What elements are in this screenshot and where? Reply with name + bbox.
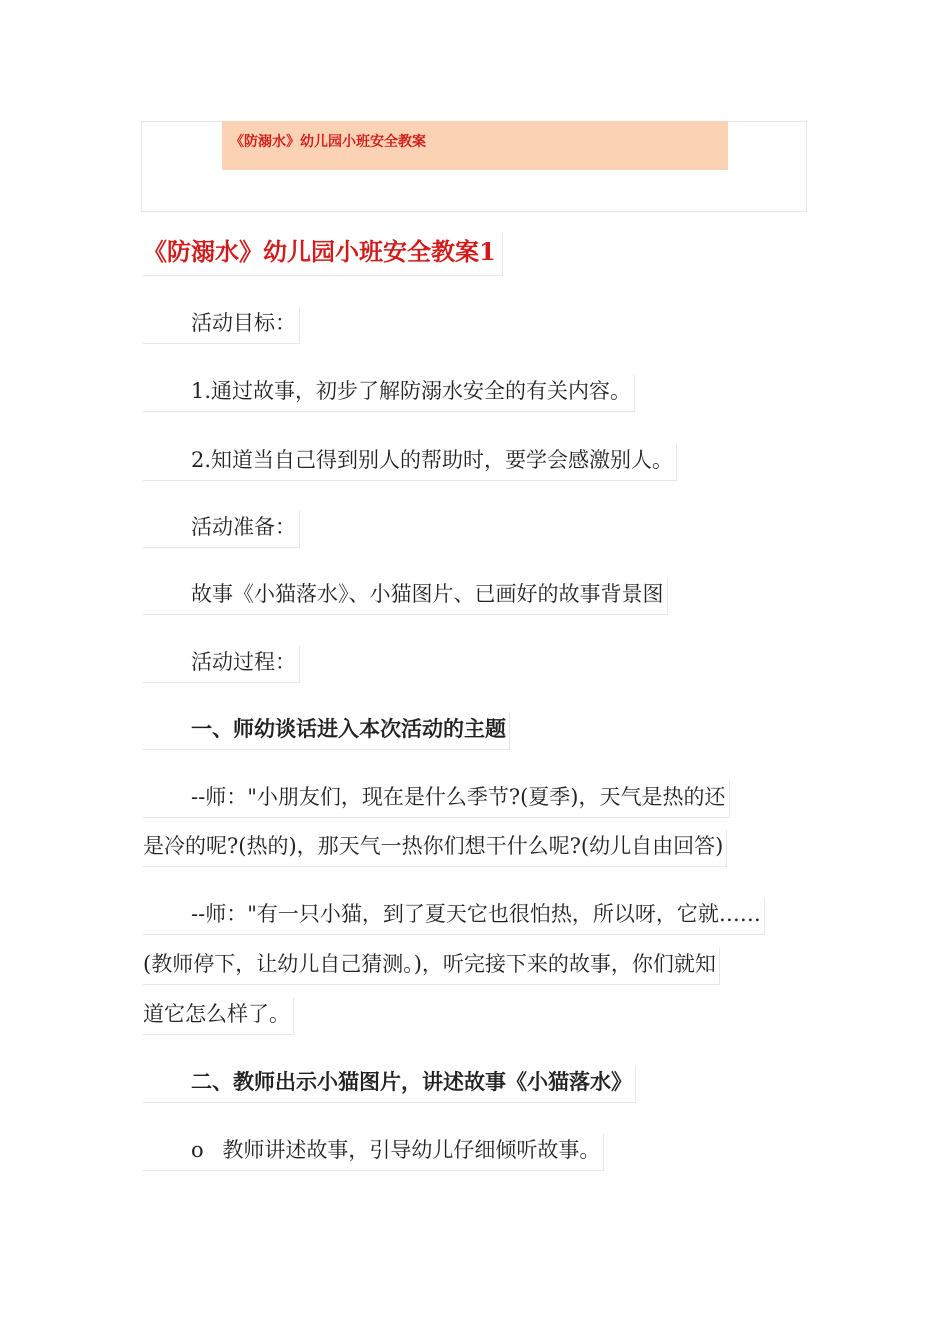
paragraph-1-line-2: 是冷的呢?(热的)，那天气一热你们想干什么呢?(幼儿自由回答) — [143, 830, 727, 867]
header-banner-text: 《防溺水》幼儿园小班安全教案 — [230, 134, 426, 150]
paragraph-2-line-1: --师："有一只小猫，到了夏天它也很怕热，所以呀，它就…… — [143, 898, 765, 935]
prep-heading: 活动准备： — [143, 511, 300, 548]
paragraph-2-line-3: 道它怎么样了。 — [143, 998, 294, 1035]
goal-item-2: 2.知道当自己得到别人的帮助时，要学会感激别人。 — [143, 444, 677, 481]
bullet-marker: o — [191, 1138, 204, 1162]
goal-heading: 活动目标： — [143, 307, 300, 344]
prep-text: 故事《小猫落水》、小猫图片、已画好的故事背景图 — [143, 578, 668, 615]
paragraph-2-line-2: (教师停下，让幼儿自己猜测。)，听完接下来的故事，你们就知 — [143, 948, 720, 985]
section-heading-1: 一、师幼谈话进入本次活动的主题 — [143, 713, 510, 750]
paragraph-1-line-1: --师："小朋友们，现在是什么季节?(夏季)，天气是热的还 — [143, 781, 730, 818]
bullet-item-1 — [143, 1134, 604, 1171]
goal-item-1: 1.通过故事，初步了解防溺水安全的有关内容。 — [143, 375, 635, 412]
document-title: 《防溺水》幼儿园小班安全教案1 — [143, 232, 503, 276]
bullet-text: 教师讲述故事，引导幼儿仔细倾听故事。 — [222, 1138, 601, 1162]
process-heading: 活动过程： — [143, 646, 300, 683]
section-heading-2: 二、教师出示小猫图片，讲述故事《小猫落水》 — [143, 1066, 636, 1103]
